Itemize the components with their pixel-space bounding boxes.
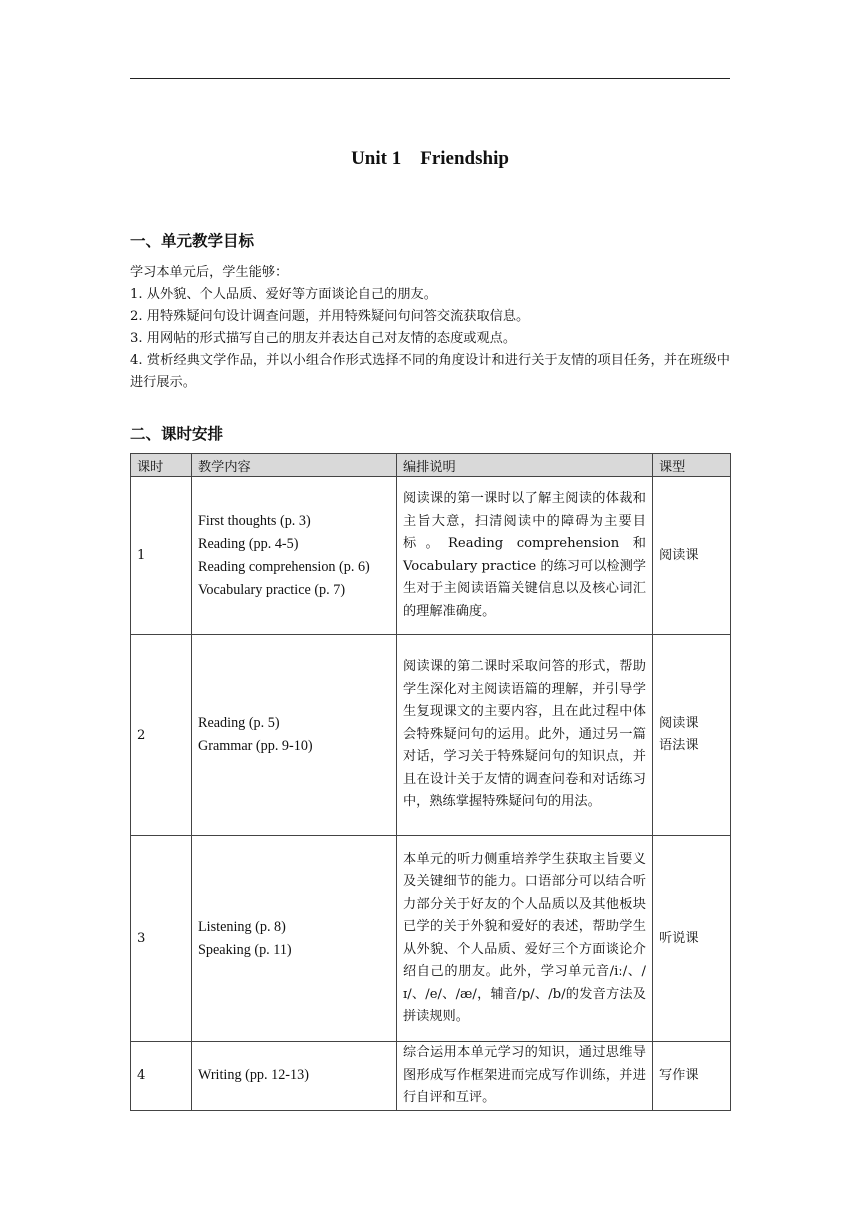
content-line: Writing (pp. 12-13) — [198, 1067, 309, 1084]
table-header-row — [131, 454, 731, 477]
section-heading-schedule: 二、课时安排 — [130, 425, 224, 443]
header-type: 课型 — [653, 454, 731, 477]
description-cell: 阅读课的第二课时采取问答的形式，帮助学生深化对主阅读语篇的理解，并引导学生复现课文的主要内容，且在此过程中体会特殊疑问句的运用。此外，通过另一篇对话，学习关于特殊疑问句的知识点，并且在设计关于友情的调查问卷和对话练习中，熟练掌握特殊疑问句的用法。 — [397, 635, 653, 836]
content-cell — [192, 836, 397, 1042]
objective-item: 3. 用网帖的形式描写自己的朋友并表达自己对友情的态度或观点。 — [130, 331, 517, 346]
objectives-intro: 学习本单元后，学生能够： — [130, 265, 289, 280]
period-cell: 1 — [131, 477, 192, 635]
type-label: 阅读课 — [659, 547, 699, 563]
description-cell: 综合运用本单元学习的知识，通过思维导图形成写作框架进而完成写作训练，并进行自评和互评。 — [397, 1042, 653, 1111]
content-line: Speaking (p. 11) — [198, 941, 292, 958]
table-row — [131, 1042, 731, 1111]
type-label: 写作课 — [659, 1067, 699, 1083]
period-cell: 3 — [131, 836, 192, 1042]
type-cell — [653, 635, 731, 836]
objective-item: 2. 用特殊疑问句设计调查问题，并用特殊疑问句问答交流获取信息。 — [130, 309, 530, 324]
description-cell: 本单元的听力侧重培养学生获取主旨要义及关键细节的能力。口语部分可以结合听力部分关于好友的个人品质以及其他板块已学的关于外貌和爱好的表述，帮助学生从外貌、个人品质、爱好三个方面谈论介绍自己的朋友。此外，学习单元音/iː/、/ɪ/、/e/、/æ/，辅音/p/、/b/的发音方法及拼读规则。 — [397, 836, 653, 1042]
content-line: Reading (pp. 4-5) — [198, 535, 299, 552]
type-cell — [653, 836, 731, 1042]
schedule-table — [130, 453, 731, 1111]
header-content: 教学内容 — [192, 454, 397, 477]
type-label: 语法课 — [659, 738, 699, 753]
type-cell — [653, 477, 731, 635]
type-cell — [653, 1042, 731, 1111]
section-heading-objectives: 一、单元教学目标 — [130, 232, 255, 250]
objective-item: 1. 从外貌、个人品质、爱好等方面谈论自己的朋友。 — [130, 287, 437, 302]
type-label: 阅读课 — [659, 716, 699, 731]
content-line: First thoughts (p. 3) — [198, 512, 311, 529]
period-cell: 2 — [131, 635, 192, 836]
content-cell — [192, 1042, 397, 1111]
content-line: Listening (p. 8) — [198, 918, 286, 935]
objectives-block — [130, 262, 730, 394]
table-row — [131, 635, 731, 836]
objective-item: 4. 赏析经典文学作品，并以小组合作形式选择不同的角度设计和进行关于友情的项目任务，并在班级中进行展示。 — [130, 353, 730, 390]
type-label: 听说课 — [659, 930, 699, 946]
description-cell: 阅读课的第一课时以了解主阅读的体裁和主旨大意，扫清阅读中的障碍为主要目标。Reading comprehension 和 Vocabulary practice 的练习可以检测学生对于主阅读语篇关键信息以及核心词汇的理解准确度。 — [397, 477, 653, 635]
content-line: Reading (p. 5) — [198, 715, 280, 731]
header-rule — [130, 78, 730, 79]
table-row — [131, 836, 731, 1042]
content-line: Grammar (pp. 9-10) — [198, 738, 313, 754]
page-title: Unit 1 Friendship — [351, 148, 509, 169]
content-cell — [192, 477, 397, 635]
content-line: Vocabulary practice (p. 7) — [198, 581, 346, 598]
header-period: 课时 — [131, 454, 192, 477]
header-description: 编排说明 — [397, 454, 653, 477]
table-row — [131, 477, 731, 635]
period-cell: 4 — [131, 1042, 192, 1111]
content-line: Reading comprehension (p. 6) — [198, 558, 370, 575]
content-cell — [192, 635, 397, 836]
